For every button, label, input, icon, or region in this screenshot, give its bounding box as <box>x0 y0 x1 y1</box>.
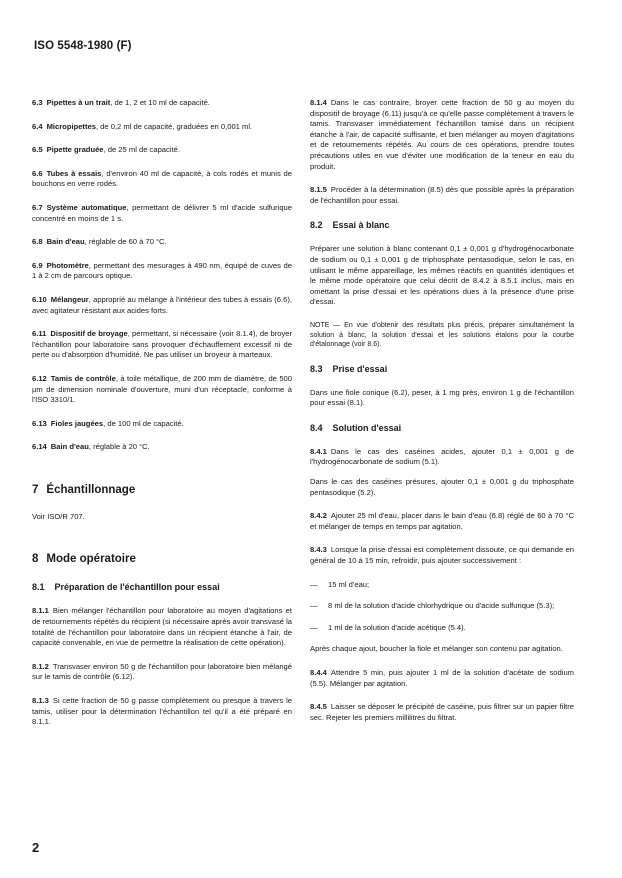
clause-text: Transvaser environ 50 g de l'échantillon pour laboratoire bien mélangé sur le tamis de contrôle (6.12). <box>32 661 292 682</box>
clause-term: Système automatique <box>46 202 127 212</box>
clause-text: Bien mélanger l'échantillon pour laboratoire au moyen d'agitations et de retournements répétés du récipient (si nécessaire après avoir transvasé la totalité de l'échantillon pour laboratoire dans un récipient étanche à l'air, de capacité convenable, en vue de permettre la réalisation de cette opération). <box>32 606 293 648</box>
clause-number: 8.4.5 <box>310 702 327 712</box>
clause-text: , d'environ 40 ml de capacité, à cols rodés et munis de bouchons en verre rodés. <box>32 168 292 189</box>
list-item <box>310 580 574 591</box>
clause-text: , de 0,2 ml de capacité, graduées en 0,001 ml. <box>95 121 253 131</box>
clause-term: Mélangeur <box>50 294 89 304</box>
list-item-text: 8 ml de la solution d'acide chlorhydrique ou d'acide sulfurique (5.3); <box>328 601 555 611</box>
list-item-text: 1 ml de la solution d'acide acétique (5.4). <box>328 622 466 632</box>
clause-term: Tamis de contrôle <box>50 373 116 383</box>
clause-8-1-2 <box>32 662 292 683</box>
left-column <box>32 98 292 741</box>
dash-bullet: — <box>310 622 318 632</box>
clause-number: 6.5 <box>32 145 43 155</box>
clause-6-11 <box>32 329 292 361</box>
clause-term: Pipette graduée <box>46 145 104 155</box>
subsection-heading-8-3 <box>310 363 574 375</box>
clause-number: 6.10 <box>32 294 47 304</box>
subsection-heading-8-4 <box>310 422 574 434</box>
clause-text: Ajouter 25 ml d'eau, placer dans le bain d'eau (6.8) réglé de 60 à 70 °C et mélanger de temps en temps par agitation. <box>310 511 574 531</box>
clause-text: Laisser se déposer le précipité de caséine, puis filtrer sur un papier filtre sec. Rejeter les premiers millilitres du filtrat. <box>310 702 574 722</box>
subsection-title: Essai à blanc <box>332 220 390 231</box>
clause-6-6 <box>32 169 292 190</box>
clause-number: 8.4.1 <box>310 446 327 456</box>
clause-text: , permettant de délivrer 5 ml d'acide sulfurique concentré en moins de 1 s. <box>32 202 292 223</box>
section-7-text: Voir ISO/R 707. <box>32 511 85 521</box>
subsection-title: Préparation de l'échantillon pour essai <box>54 582 220 593</box>
subsection-number: 8.3 <box>310 363 323 374</box>
clause-number: 8.1.4 <box>310 98 327 107</box>
clause-8-4-5 <box>310 702 574 723</box>
clause-number: 6.3 <box>32 98 43 107</box>
clause-text: , réglable à 20 °C. <box>88 442 150 452</box>
dash-bullet: — <box>310 579 318 589</box>
clause-6-5 <box>32 145 292 156</box>
subsection-number: 8.2 <box>310 220 323 231</box>
subsection-number: 8.1 <box>32 582 45 593</box>
clause-number: 8.1.5 <box>310 185 327 195</box>
clause-term: Dispositif de broyage <box>50 329 128 339</box>
clause-text: Procéder à la détermination (8.5) dès que possible après la préparation de l'échantillon pour essai. <box>310 185 574 205</box>
subsection-heading-8-2 <box>310 219 574 231</box>
clause-text: , approprié au mélange à l'intérieur des tubes à essais (6.6), avec agitateur résistant aux acides forts. <box>32 294 292 315</box>
clause-term: Bain d'eau <box>46 237 85 247</box>
section-title: Échantillonnage <box>46 483 136 496</box>
clause-8-1-1 <box>32 606 292 648</box>
clause-text: , permettant des mesurages à 490 nm, équipé de cuves de 1 à 2 cm de parcours optique. <box>32 260 292 281</box>
clause-text: , de 25 ml de capacité. <box>103 145 180 155</box>
clause-term: Fioles jaugées <box>50 418 104 428</box>
clause-text: , de 1, 2 et 10 ml de capacité. <box>110 98 210 107</box>
note: NOTE — En vue d'obtenir des résultats plus précis, préparer simultanément la solution à blanc, la solution d'essai et les solutions étalons pour la courbe d'étalonnage (voir 8.6). <box>310 321 574 349</box>
clause-6-13 <box>32 419 292 430</box>
clause-8-1-4 <box>310 98 574 172</box>
clause-8-4-2 <box>310 511 574 532</box>
clause-term: Tubes à essais <box>46 168 102 178</box>
clause-text: Lorsque la prise d'essai est complètement dissoute, ce qui demande en général de 10 à 15 min, refroidir, puis ajouter successivement : <box>310 545 574 566</box>
clause-text: Dans le cas contraire, broyer cette fraction de 50 g au moyen du dispositif de broyage (6.11) jusqu'à ce qu'elle passe complètement à travers le tamis. Transvaser immédiatement l'échantillon tamisé dans un récipient étanche à l'air, de capacité suffisante, et bien mélanger au moyen d'agitations et de retournements répétés. Au cours de ces opérations, prendre toutes précautions utiles en vue d'éviter une modification de la teneur en eau du produit. <box>310 98 574 171</box>
clause-text: , réglable de 60 à 70 °C. <box>84 237 167 247</box>
clause-number: 6.6 <box>32 168 43 178</box>
clause-number: 8.1.1 <box>32 606 49 616</box>
clause-number: 6.7 <box>32 202 43 212</box>
right-column <box>310 98 574 736</box>
clause-8-4-4 <box>310 668 574 689</box>
clause-text: Attendre 5 min, puis ajouter 1 ml de la solution d'acétate de sodium (5.5). Mélanger par agitation. <box>310 668 574 688</box>
clause-text: , permettant, si nécessaire (voir 8.1.4), de broyer l'échantillon pour laboratoire sans provoquer d'échauffement excessif ni de perte ou d'absorption d'humidité. Ne pas utiliser un broyeur à marteaux. <box>32 329 292 360</box>
clause-number: 6.11 <box>32 329 47 339</box>
clause-6-9 <box>32 261 292 282</box>
subsection-title: Prise d'essai <box>332 363 388 374</box>
clause-6-4 <box>32 122 292 133</box>
clause-number: 6.4 <box>32 121 43 131</box>
clause-8-4-1-continued: Dans le cas des caséines présures, ajouter 0,1 ± 0,001 g du triphosphate pentasodique (5.2). <box>310 477 574 497</box>
clause-6-12 <box>32 374 292 406</box>
list-item <box>310 623 574 634</box>
list-item <box>310 601 574 612</box>
section-8-3-text: Dans une fiole conique (6.2), peser, à 1 mg près, environ 1 g de l'échantillon pour essai (8.1). <box>310 387 574 408</box>
section-heading-8 <box>32 552 292 566</box>
clause-number: 8.4.2 <box>310 511 327 521</box>
subsection-heading-8-1 <box>32 581 292 593</box>
clause-number: 8.4.3 <box>310 545 327 555</box>
section-8-2-text: Préparer une solution à blanc contenant 0,1 ± 0,001 g d'hydrogénocarbonate de sodium ou 0,1 ± 0,001 g de triphosphate pentasodique, selon le cas, en utilisant le même appareillage, les mêmes réactifs en quantités identiques et le même mode opératoire que celui décrit de 8.4.2 à 8.5.1 inclus, mais en omettant la prise d'essai et les opérations dues à la présence d'une prise d'essai. <box>310 244 574 307</box>
clause-6-7 <box>32 203 292 224</box>
clause-number: 6.14 <box>32 442 47 452</box>
clause-6-14 <box>32 442 292 453</box>
subsection-number: 8.4 <box>310 422 323 433</box>
clause-term: Bain d'eau <box>50 442 89 452</box>
clause-number: 8.1.3 <box>32 696 49 706</box>
clause-term: Pipettes à un trait <box>46 98 111 107</box>
section-heading-7 <box>32 483 292 497</box>
clause-term: Photomètre <box>46 260 89 270</box>
clause-term: Micropipettes <box>46 121 96 131</box>
section-number: 8 <box>32 553 39 566</box>
clause-6-8 <box>32 237 292 248</box>
list-item-text: 15 ml d'eau; <box>328 579 370 589</box>
clause-number: 8.1.2 <box>32 661 49 671</box>
clause-number: 6.12 <box>32 373 47 383</box>
clause-6-3 <box>32 98 292 109</box>
clause-text: , de 100 ml de capacité. <box>103 418 184 428</box>
clause-8-4-1 <box>310 447 574 468</box>
clause-8-1-5 <box>310 185 574 206</box>
section-title: Mode opératoire <box>46 553 136 566</box>
clause-number: 6.8 <box>32 237 43 247</box>
clause-number: 6.13 <box>32 418 47 428</box>
clause-text: Dans le cas des caséines acides, ajouter 0,1 ± 0,001 g de l'hydrogénocarbonate de sodium (5.1). <box>310 446 574 467</box>
clause-8-4-3 <box>310 545 574 566</box>
dash-bullet: — <box>310 601 318 611</box>
clause-8-4-3-after: Après chaque ajout, boucher la fiole et mélanger son contenu par agitation. <box>310 644 563 654</box>
clause-number: 8.4.4 <box>310 668 327 677</box>
section-number: 7 <box>32 483 39 496</box>
clause-number: 6.9 <box>32 260 43 270</box>
subsection-title: Solution d'essai <box>332 422 402 433</box>
document-header: ISO 5548-1980 (F) <box>34 40 132 52</box>
clause-text: , à toile métallique, de 200 mm de diamètre, de 500 µm de dimension nominale d'ouverture, muni d'un réceptacle, conforme à l'ISO 3310/1. <box>32 373 292 405</box>
page-number: 2 <box>32 840 40 855</box>
clause-8-1-3 <box>32 696 292 728</box>
clause-6-10 <box>32 295 292 316</box>
clause-text: Si cette fraction de 50 g passe complètement ou presque à travers le tamis, utiliser pour la détermination l'échantillon tel qu'il a été préparé en 8.1.1. <box>32 696 292 727</box>
